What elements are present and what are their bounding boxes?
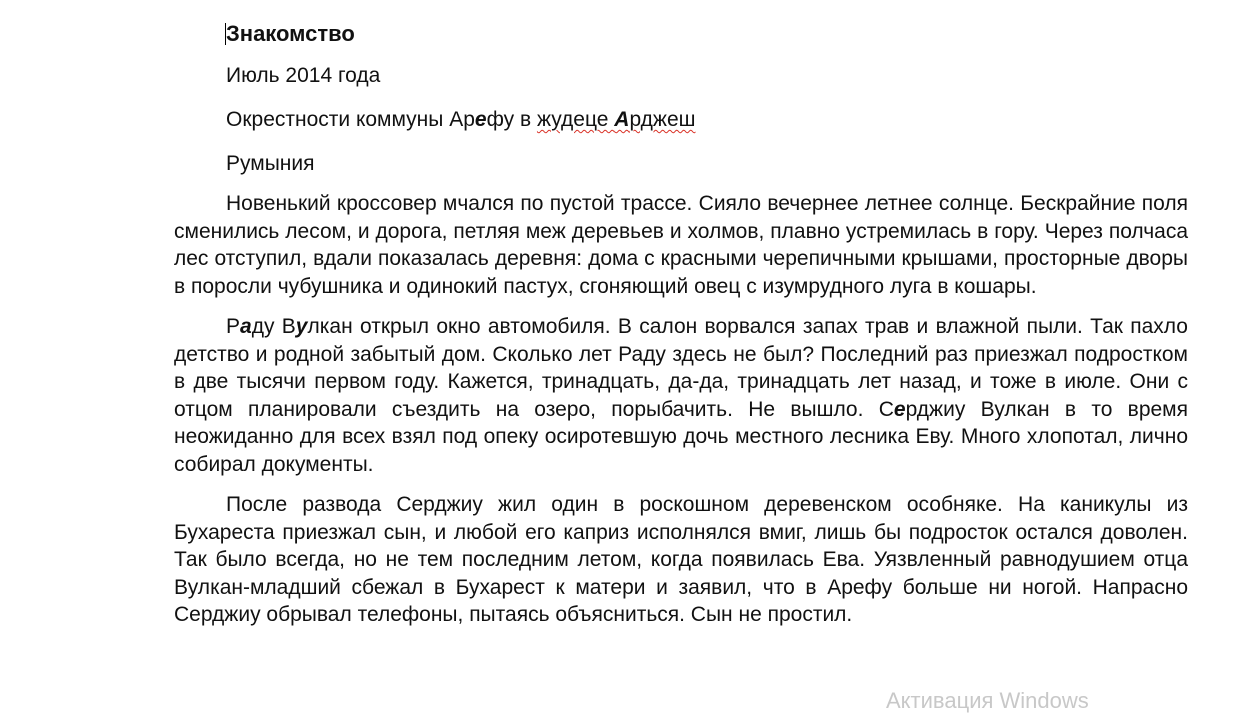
paragraph-2-text-1: Р — [226, 315, 241, 338]
location-emphasis-2: А — [614, 108, 630, 131]
location-line — [226, 98, 1188, 142]
paragraph-2-text-2: ду В — [251, 315, 296, 338]
paragraph-2-emphasis-1: а — [240, 315, 252, 338]
spellcheck-underlined-word-2: рджеш — [629, 108, 696, 131]
spellcheck-underlined-word: жудеце — [536, 108, 615, 131]
location-emphasis-1: е — [474, 108, 487, 131]
windows-activation-watermark: Активация Windows — [886, 688, 1089, 713]
paragraph-2-text-4: рджиу Вулкан в то время неожиданно для всех взял под опеку осиротевшую дочь местного лесника Еву. Много хлопотал, лично собирал документы. — [174, 397, 1188, 476]
paragraph-2 — [174, 313, 1188, 478]
country-line: Румыния — [226, 152, 315, 175]
paragraph-2-text-3: лкан открыл окно автомобиля. В салон ворвался запах трав и влажной пыли. Так пахло детство и родной забытый дом. Сколько лет Раду здесь не был? Последний раз приезжал подростком в две тысячи первом году. Кажется, тринадцать, да-да, тринадцать лет назад, и тоже в июле. Они с отцом планировали съездить на озеро, порыбачить. Не вышло. С — [174, 315, 1188, 421]
chapter-title-text: Знакомство — [226, 21, 355, 46]
paragraph-2-emphasis-2: у — [295, 315, 308, 338]
chapter-title — [226, 14, 1188, 54]
paragraph-3: После развода Серджиу жил один в роскошном деревенском особняке. На каникулы из Бухареста приезжал сын, и любой его каприз исполнялся вмиг, лишь бы подросток остался доволен. Так было всегда, но не тем последним летом, когда появилась Ева. Уязвленный равнодушием отца Вулкан-младший сбежал в Бухарест к матери и заявил, что в Арефу больше ни ногой. Напрасно Серджиу обрывал телефоны, пытаясь объясниться. Сын не простил. — [174, 493, 1188, 626]
document-page[interactable] — [174, 14, 1188, 642]
text-cursor — [225, 23, 226, 45]
location-text-1: Окрестности коммуны Ар — [226, 108, 475, 131]
paragraph-2-emphasis-3: е — [893, 397, 906, 421]
date-line: Июль 2014 года — [226, 64, 381, 87]
paragraph-1: Новенький кроссовер мчался по пустой трассе. Сияло вечернее летнее солнце. Бескрайние поля сменились лесом, и дорога, петляя меж деревьев и холмов, плавно устремилась в гору. Через полчаса лес отступил, вдали показалась деревня: дома с красными черепичными крышами, просторные дворы в поросли чубушника и одинокий пастух, сгоняющий овец с изумрудного луга в кошары. — [174, 192, 1188, 298]
location-text-2: фу в — [486, 108, 537, 131]
